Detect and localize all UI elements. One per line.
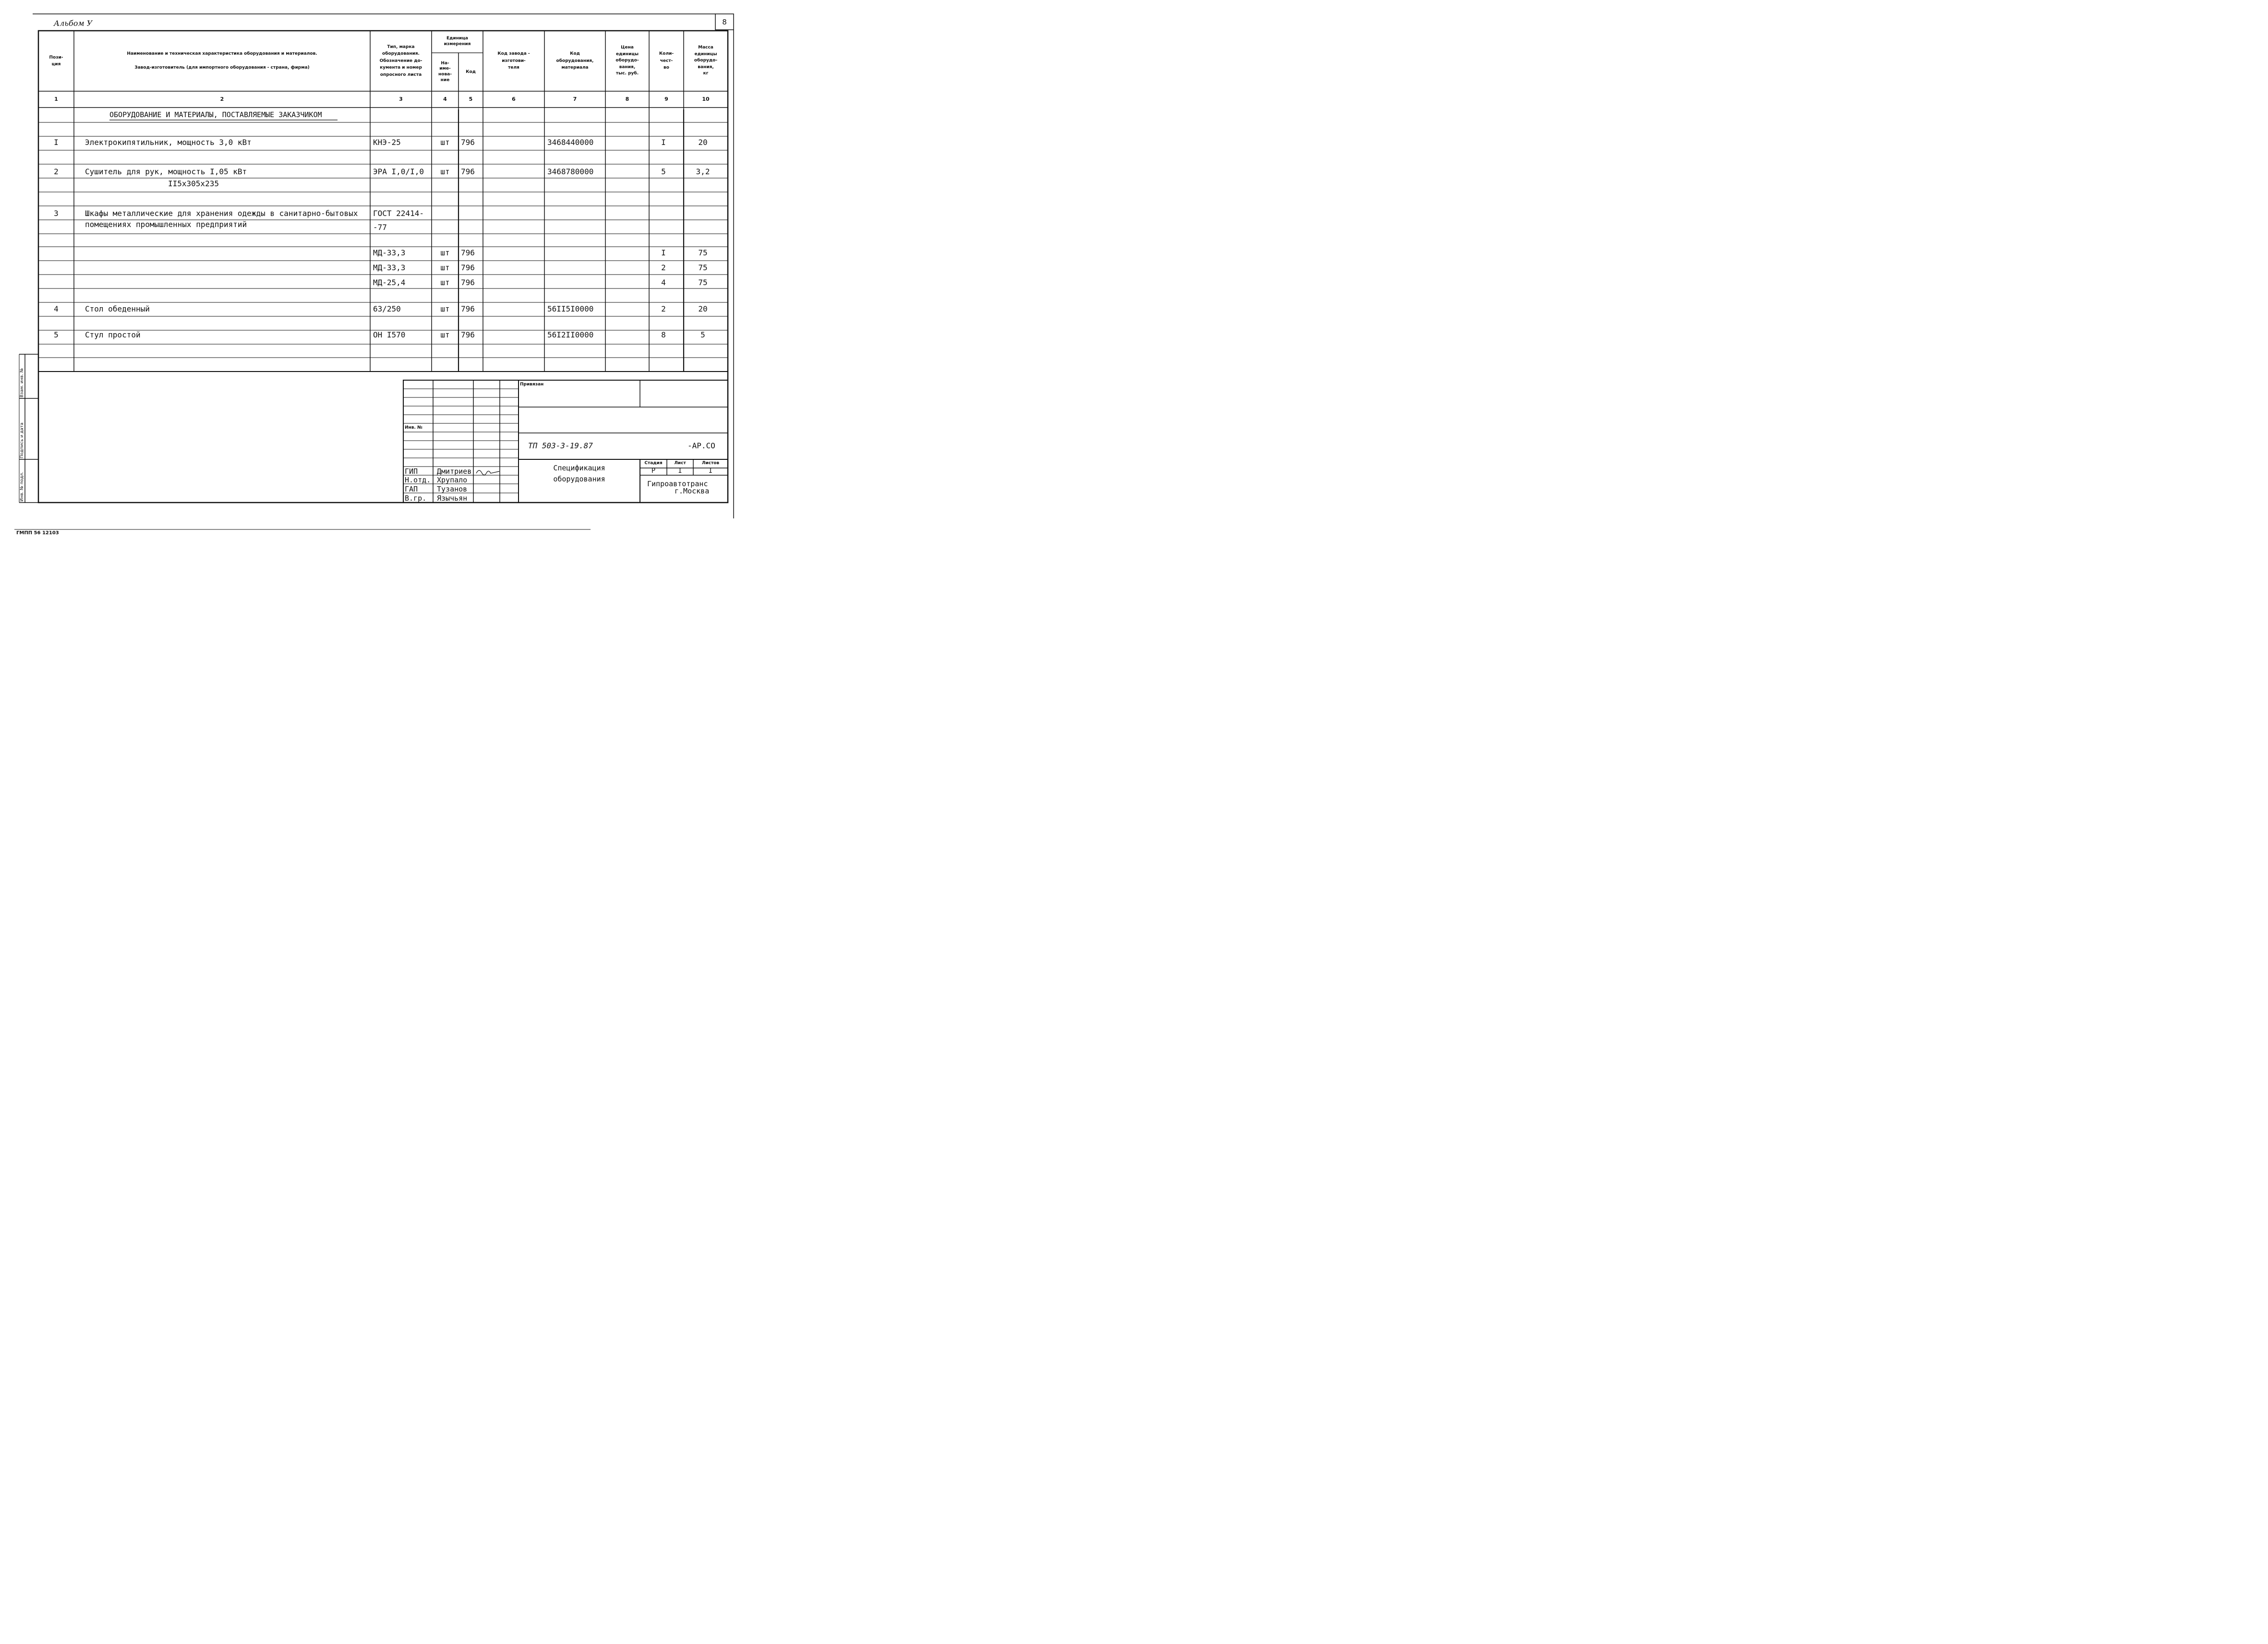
row-position: 4: [54, 304, 59, 313]
stamp-person: Язычьян: [437, 494, 468, 503]
footer-code: ГМПП 56 12103: [16, 530, 59, 536]
row-unit: шт: [440, 330, 450, 339]
col-header-equipment-code: Код оборудования, материала: [556, 51, 594, 71]
row-unit: шт: [440, 263, 450, 272]
stamp-sheet-label: Лист: [674, 461, 686, 466]
col-number: 4: [443, 96, 447, 102]
margin-replace-inv: Взам. инв. №: [20, 368, 24, 397]
margin-original-inv: Инв. № подл.: [20, 471, 24, 502]
col-number: 3: [399, 96, 403, 102]
stamp-sheets-label: Листов: [701, 461, 720, 466]
row-unit: шт: [440, 278, 450, 287]
row-mass: 75: [698, 278, 708, 287]
row-mass: 5: [700, 330, 705, 339]
section-title: ОБОРУДОВАНИЕ И МАТЕРИАЛЫ, ПОСТАВЛЯЕМЫЕ ЗАКАЗЧИКОМ: [109, 110, 322, 119]
col-header-position: Пози- ция: [49, 55, 63, 67]
col-number: 8: [625, 96, 629, 102]
row-position: 3: [54, 209, 59, 218]
row-equipment-code: 3468440000: [547, 138, 594, 147]
row-quantity: 8: [661, 330, 666, 339]
row-unit-code: 796: [461, 263, 475, 272]
row-mass: 20: [698, 138, 708, 147]
row-mass: 75: [698, 263, 708, 272]
row-equipment-code: 56I2II0000: [547, 330, 594, 339]
stamp-title-line1: Спецификация: [553, 464, 605, 472]
row-unit: шт: [440, 304, 450, 313]
album-label: Альбом У: [54, 19, 93, 28]
stamp-person: Хрупало: [437, 476, 468, 484]
row-name: Электрокипятильник, мощность 3,0 кВт: [85, 138, 252, 147]
row-type: ОН I570: [373, 330, 406, 339]
row-name: II5x305x235: [168, 179, 219, 188]
stamp-role: ГИП: [405, 467, 418, 476]
col-number: 6: [512, 96, 516, 102]
stamp-role: В.гр.: [405, 494, 427, 503]
row-mass: 75: [698, 248, 708, 257]
col-header-type: Тип, марка оборудования. Обозначение до- кумента и номер опросного листа: [379, 45, 422, 77]
sheet-number: 8: [722, 17, 727, 26]
row-type: ЭРА I,0/I,0: [373, 167, 424, 176]
row-type: МД-33,3: [373, 263, 406, 272]
stamp-inv-no: Инв. №: [405, 425, 422, 430]
row-unit-code: 796: [461, 138, 475, 147]
stamp-role: Н.отд.: [405, 476, 431, 484]
col-header-price: Цена единицы оборудо- вания, тыс. руб.: [615, 45, 639, 76]
row-quantity: I: [661, 138, 666, 147]
stamp-role: ГАП: [405, 485, 418, 493]
row-quantity: 4: [661, 278, 666, 287]
margin-signature-date: Подпись и дата: [20, 422, 24, 458]
stamp-city: г.Москва: [675, 487, 710, 495]
row-mass: 3,2: [696, 167, 710, 176]
row-type: -77: [373, 223, 387, 232]
stamp-sheet: I: [678, 467, 682, 475]
col-number: 10: [702, 96, 710, 102]
row-unit-code: 796: [461, 304, 475, 313]
stamp-org: Гипроавтотранс: [647, 480, 708, 488]
row-mass: 20: [698, 304, 708, 313]
col-number: 2: [220, 96, 224, 102]
row-name: Сушитель для рук, мощность I,05 кВт: [85, 167, 247, 176]
col-header-mass: Масса единицы оборудо- вания, кг: [694, 45, 718, 76]
row-unit-code: 796: [461, 167, 475, 176]
row-type: 63/250: [373, 304, 401, 313]
row-position: 2: [54, 167, 59, 176]
col-number: 7: [573, 96, 577, 102]
row-position: I: [54, 138, 59, 147]
row-quantity: 5: [661, 167, 666, 176]
row-name: Шкафы металлические для хранения одежды в санитарно-бытовых: [85, 209, 358, 218]
row-position: 5: [54, 330, 59, 339]
row-equipment-code: 3468780000: [547, 167, 594, 176]
stamp-privyazan: Привязан: [520, 382, 544, 387]
row-name: Стул простой: [85, 330, 141, 339]
row-type: МД-33,3: [373, 248, 406, 257]
stamp-stage-label: Стадия: [644, 461, 663, 466]
stamp-person: Дмитриев: [437, 467, 472, 476]
col-number: 5: [469, 96, 473, 102]
stamp-title-line2: оборудования: [553, 475, 605, 483]
stamp-sheets: I: [708, 467, 713, 475]
col-header-unit-code: Код: [466, 69, 476, 74]
col-header-plant-code: Код завода - изготови- теля: [497, 51, 530, 71]
col-header-unit: Единица измерения: [444, 36, 471, 47]
row-unit-code: 796: [461, 278, 475, 287]
row-quantity: I: [661, 248, 666, 257]
row-name: Стол обеденный: [85, 304, 150, 313]
col-header-unit-name: На- име- нова- ние: [438, 60, 452, 83]
stamp-doc-code: ТП 503-3-19.87: [528, 441, 593, 450]
row-unit: шт: [440, 167, 450, 176]
row-quantity: 2: [661, 263, 666, 272]
stamp-stage: Р: [651, 467, 656, 475]
col-header-quantity: Коли- чест- во: [659, 51, 674, 71]
col-number: 1: [54, 96, 58, 102]
row-unit-code: 796: [461, 330, 475, 339]
row-unit: шт: [440, 138, 450, 147]
row-unit: шт: [440, 248, 450, 257]
stamp-doc-suffix: -АР.СО: [688, 441, 715, 450]
row-name: помещениях промышленных предприятий: [85, 220, 247, 229]
row-type: ГОСТ 22414-: [373, 209, 424, 218]
row-equipment-code: 56II5I0000: [547, 304, 594, 313]
row-type: КНЭ-25: [373, 138, 401, 147]
col-number: 9: [664, 96, 668, 102]
row-unit-code: 796: [461, 248, 475, 257]
col-header-name: Наименование и техническая характеристика оборудования и материалов. Завод-изготовитель (для импортного оборудования - страна, фирма): [127, 51, 317, 71]
row-quantity: 2: [661, 304, 666, 313]
stamp-person: Тузанов: [437, 485, 468, 493]
row-type: МД-25,4: [373, 278, 406, 287]
